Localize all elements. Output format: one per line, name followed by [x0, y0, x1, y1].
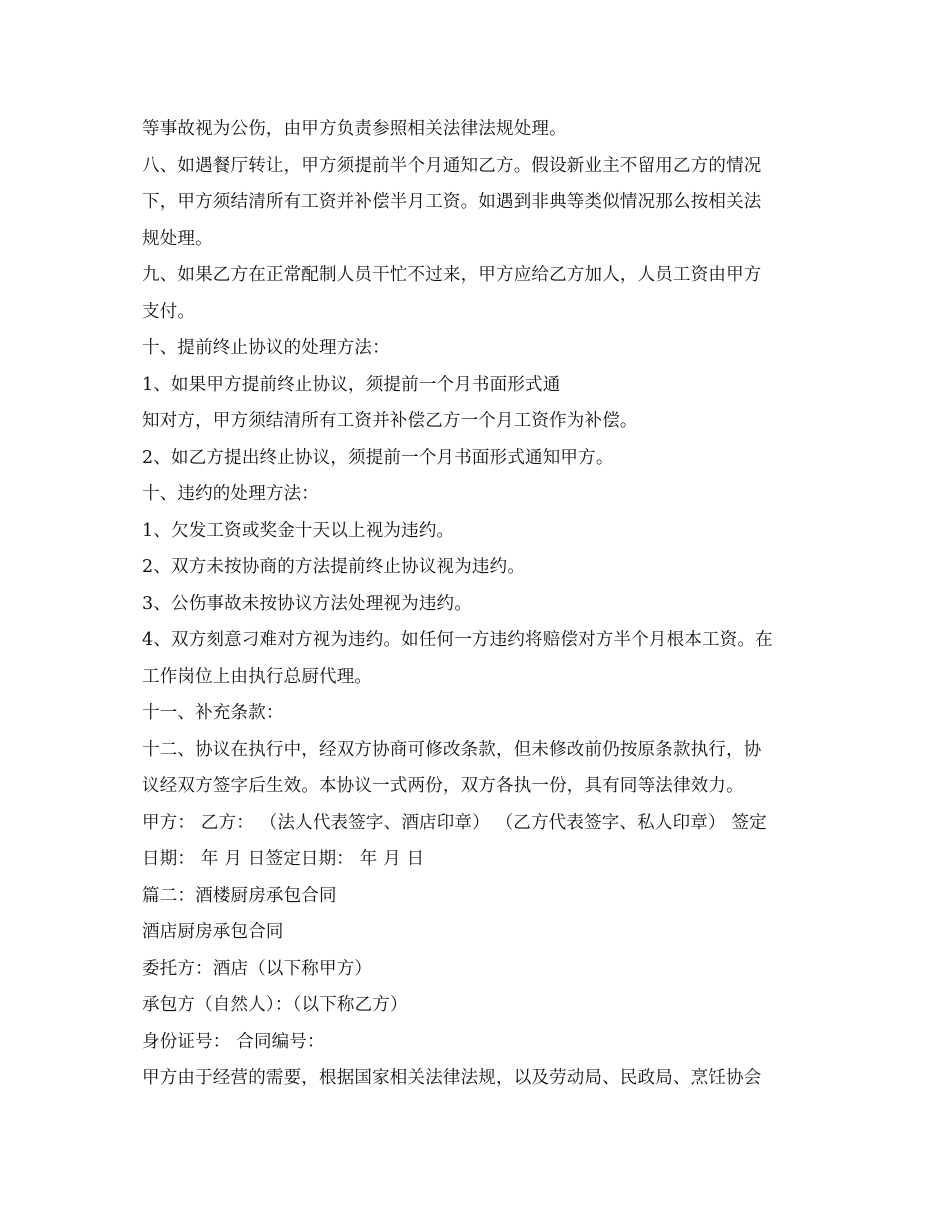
text-line: 规处理。: [142, 228, 213, 249]
section-heading: 十、违约的处理方法：: [142, 484, 319, 504]
document-body: [142, 111, 822, 1097]
text-line: 知对方，甲方须结清所有工资并补偿乙方一个月工资作为补偿。: [142, 411, 638, 431]
text-line: 承包方（自然人）：（以下称乙方）: [142, 995, 408, 1015]
text-line: 委托方：酒店（以下称甲方）: [142, 958, 373, 979]
text-line: 3、公伤事故未按协议方法处理视为违约。: [142, 593, 472, 614]
text-line: 九、如果乙方在正常配制人员干忙不过来，甲方应给乙方加人，人员工资由甲方: [142, 265, 762, 285]
date-line: 日期： 年 月 日签定日期： 年 月 日: [142, 849, 425, 869]
text-line: 身份证号： 合同编号：: [142, 1031, 325, 1052]
section-heading: 篇二：酒楼厨房承包合同: [142, 885, 337, 906]
text-line: 等事故视为公伤，由甲方负责参照相关法律法规处理。: [142, 119, 567, 139]
text-line: 工作岗位上由执行总厨代理。: [142, 666, 373, 687]
text-line: 议经双方签字后生效。本协议一式两份，双方各执一份，具有同等法律效力。: [142, 776, 744, 796]
text-line: 1、欠发工资或奖金十天以上视为违约。: [142, 520, 455, 541]
text-line: 1、如果甲方提前终止协议，须提前一个月书面形式通: [142, 374, 561, 395]
text-line: 八、如遇餐厅转让，甲方须提前半个月通知乙方。假设新业主不留用乙方的情况: [142, 155, 762, 176]
text-line: 支付。: [142, 301, 196, 322]
text-line: 4、双方刻意刁难对方视为违约。如任何一方违约将赔偿对方半个月根本工资。在: [142, 630, 773, 650]
text-line: 十二、协议在执行中，经双方协商可修改条款，但未修改前仍按原条款执行，协: [142, 739, 762, 760]
text-line: 甲方由于经营的需要，根据国家相关法律法规，以及劳动局、民政局、烹饪协会: [142, 1068, 762, 1088]
section-heading: 十、提前终止协议的处理方法：: [142, 338, 390, 358]
text-line: 下，甲方须结清所有工资并补偿半月工资。如遇到非典等类似情况那么按相关法: [142, 192, 762, 212]
text-line: 2、双方未按协商的方法提前终止协议视为违约。: [142, 557, 526, 577]
text-line: 2、如乙方提出终止协议，须提前一个月书面形式通知甲方。: [142, 447, 614, 468]
section-heading: 十一、补充条款：: [142, 703, 284, 723]
signature-line: 甲方： 乙方： （法人代表签字、酒店印章） （乙方代表签字、私人印章） 签定: [142, 812, 767, 833]
contract-title: 酒店厨房承包合同: [142, 922, 284, 942]
